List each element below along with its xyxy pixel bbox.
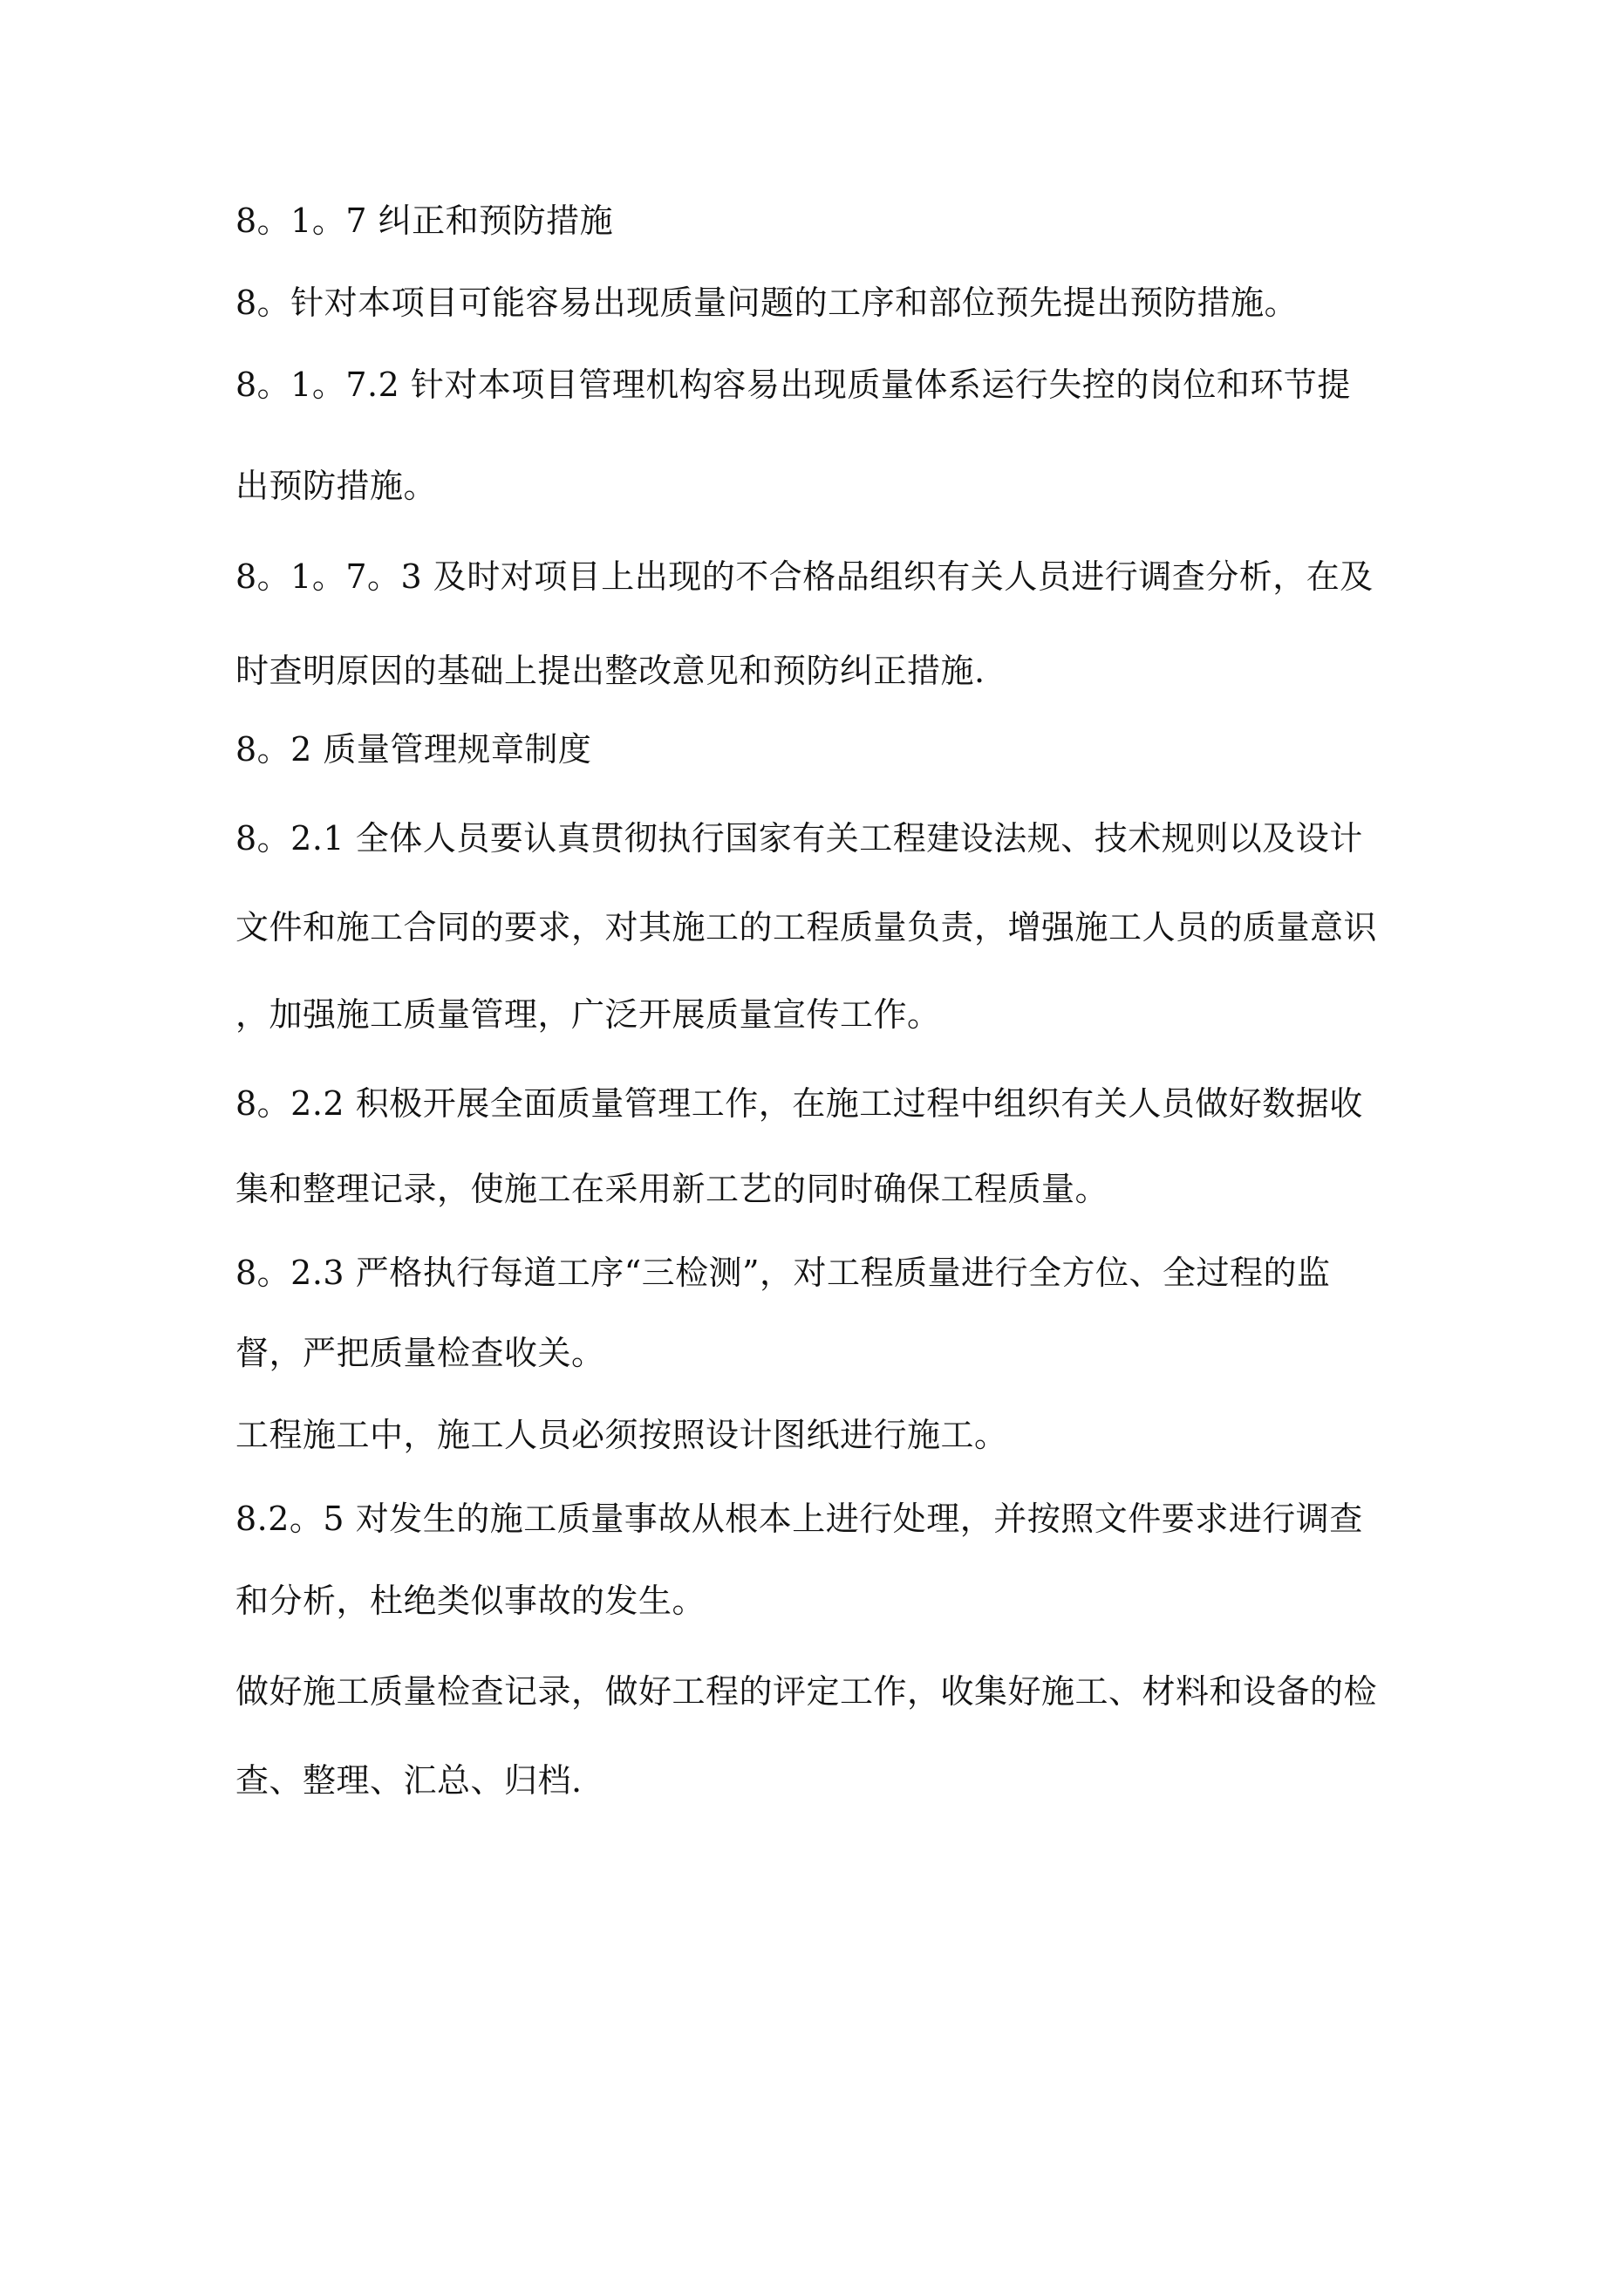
paragraph-line: 8。2.1 全体人员要认真贯彻执行国家有关工程建设法规、技术规则以及设计	[235, 819, 1363, 858]
heading-8-1-7: 8。1。7 纠正和预防措施	[235, 202, 614, 240]
paragraph-line: 8。针对本项目可能容易出现质量问题的工序和部位预先提出预防措施。	[235, 284, 1299, 322]
heading-8-2: 8。2 质量管理规章制度	[235, 730, 592, 769]
paragraph-line: 时查明原因的基础上提出整改意见和预防纠正措施.	[235, 652, 985, 690]
paragraph-line: 文件和施工合同的要求，对其施工的工程质量负责，增强施工人员的质量意识	[235, 908, 1378, 946]
paragraph-line: 和分析，杜绝类似事故的发生。	[235, 1582, 706, 1620]
paragraph-line: 集和整理记录，使施工在采用新工艺的同时确保工程质量。	[235, 1170, 1109, 1208]
paragraph-line: ，加强施工质量管理，广泛开展质量宣传工作。	[235, 995, 941, 1034]
paragraph-line: 8.2。5 对发生的施工质量事故从根本上进行处理，并按照文件要求进行调查	[235, 1500, 1363, 1538]
paragraph-line: 做好施工质量检查记录，做好工程的评定工作，收集好施工、材料和设备的检	[235, 1672, 1378, 1711]
paragraph-line: 工程施工中，施工人员必须按照设计图纸进行施工。	[235, 1416, 1008, 1454]
paragraph-line: 查、整理、汇总、归档.	[235, 1761, 583, 1800]
paragraph-line: 8。1。7.2 针对本项目管理机构容易出现质量体系运行失控的岗位和环节提	[235, 366, 1351, 404]
paragraph-line: 8。2.2 积极开展全面质量管理工作，在施工过程中组织有关人员做好数据收	[235, 1084, 1363, 1123]
paragraph-line: 8。2.3 严格执行每道工序“三检测”，对工程质量进行全方位、全过程的监	[235, 1254, 1331, 1292]
paragraph-line: 8。1。7。3 及时对项目上出现的不合格品组织有关人员进行调查分析，在及	[235, 557, 1374, 596]
paragraph-line: 督，严把质量检查收关。	[235, 1334, 605, 1372]
paragraph-line: 出预防措施。	[235, 467, 438, 505]
